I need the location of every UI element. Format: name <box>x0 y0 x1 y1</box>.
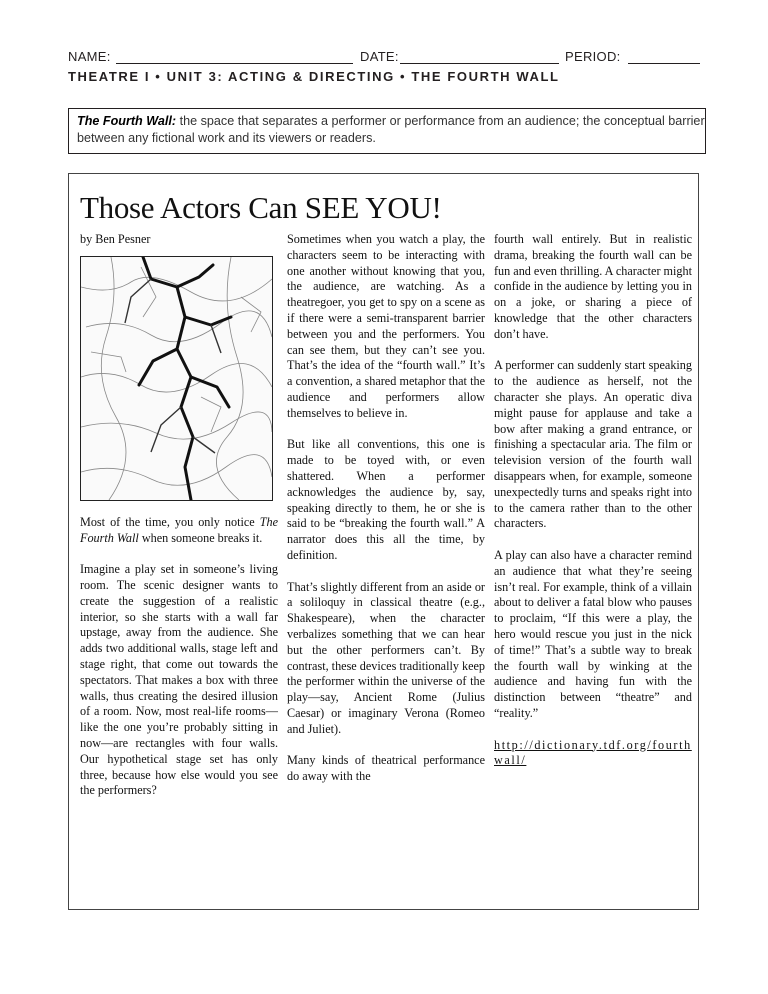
paragraph: But like all conventions, this one is made to be toyed with, or even shattered. When a performer acknowledges the audience by, say, speaking directly to them, he or she is said to be “breaking the fourth wall.” A narrator does this all the time, by definition. <box>287 437 485 562</box>
article-column-2 <box>287 232 485 801</box>
definition-text: the space that separates a performer or performance from an audience; the conceptual barrier between any fictional work and its viewers or readers. <box>77 114 705 145</box>
date-label: DATE: <box>360 49 399 64</box>
unit-title: THEATRE I • UNIT 3: ACTING & DIRECTING • THE FOURTH WALL <box>68 69 560 84</box>
definition-box <box>68 108 706 154</box>
article-column-1 <box>80 232 278 815</box>
paragraph: Imagine a play set in someone’s living room. The scenic designer wants to create the suggestion of a realistic interior, so she starts with a wall far upstage, away from the audience. She adds two additional walls, stage left and stage right, that come out towards the spectators. That makes a box with three walls, thus creating the desired illusion of a room. Now, most real-life rooms—like the one you’re probably sitting in now—are rectangles with four walls. Our hypothetical stage set has only three, because how else would you see the performers? <box>80 562 278 798</box>
article-title: Those Actors Can SEE YOU! <box>80 190 442 225</box>
name-field-line[interactable] <box>116 63 353 64</box>
period-field-line[interactable] <box>628 63 700 64</box>
article-box <box>68 173 699 910</box>
student-info-row <box>68 47 700 67</box>
cracked-wall-image <box>80 256 273 501</box>
paragraph: Many kinds of theatrical performance do away with the <box>287 753 485 784</box>
date-field-line[interactable] <box>400 63 559 64</box>
paragraph: Most of the time, you only notice The Fourth Wall when someone breaks it. <box>80 514 278 545</box>
paragraph: A performer can suddenly start speaking to the audience as herself, not the character she plays. An operatic diva might pause for applause and take a bow after making a grand entrance, or finishing a spectacular aria. The film or television version of the fourth wall disappears when, for example, someone unexpectedly turns and speaks right into to the camera rather than to the other characters. <box>494 358 692 531</box>
crack-illustration <box>81 257 272 500</box>
article-column-3 <box>494 232 692 785</box>
definition-term: The Fourth Wall: <box>77 114 177 128</box>
name-label: NAME: <box>68 49 111 64</box>
paragraph: fourth wall entirely. But in realistic drama, breaking the fourth wall can be fun and even thrilling. A character might confide in the audience by letting you in on a joke, or sharing a piece of knowledge that the other characters don’t have. <box>494 232 692 341</box>
paragraph: Sometimes when you watch a play, the characters seem to be interacting with one another without knowing that you, the audience, are watching. As a theatregoer, you get to spy on a scene as if there were a semi-transparent barrier between you and the performers. You can see them, but they can’t see you. That’s the idea of the “fourth wall.” It’s a convention, a shared metaphor that the audience and performers allow themselves to believe in. <box>287 232 485 420</box>
period-label: PERIOD: <box>565 49 621 64</box>
article-byline: by Ben Pesner <box>80 232 151 246</box>
paragraph: A play can also have a character remind an audience that what they’re seeing isn’t real. For example, think of a villain about to deliver a fatal blow who pauses to proclaim, “If this were a play, the hero would rescue you just in the nick of time!” That’s a subtle way to break the fourth wall by winking at the audience and having fun with the distinction between “theatre” and “reality.” <box>494 547 692 720</box>
paragraph: That’s slightly different from an aside or a soliloquy in classical theatre (e.g., Shakespeare), when the character verbalizes something that we can hear but the other performers can’t. By contrast, these devices traditionally keep the performer within the universe of the play—say, Ancient Rome (Julius Caesar) or imaginary Verona (Romeo and Juliet). <box>287 579 485 736</box>
source-link[interactable]: http://dictionary.tdf.org/fourthwall/ <box>494 737 692 768</box>
